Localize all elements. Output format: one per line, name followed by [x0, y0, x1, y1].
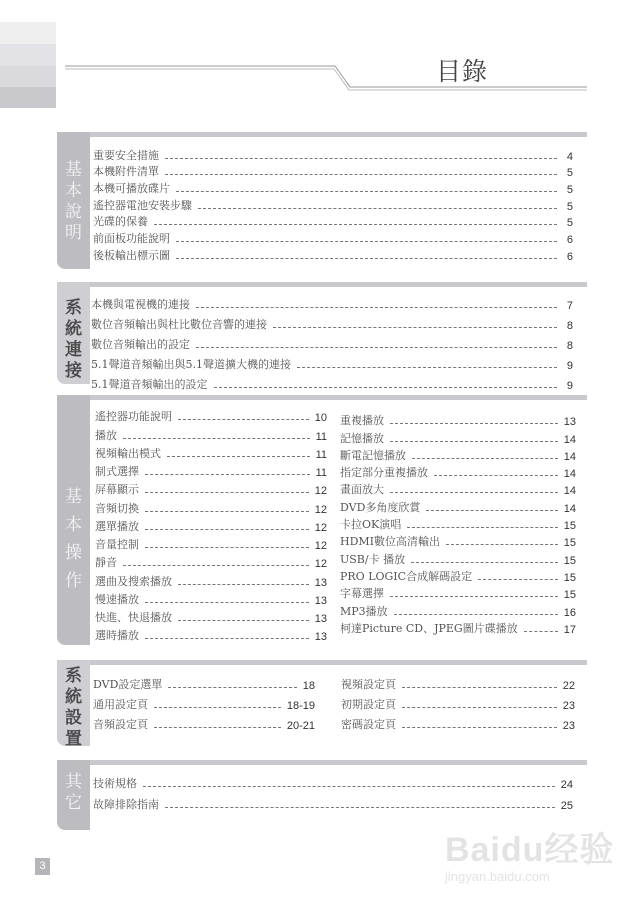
toc-entry[interactable]: [340, 446, 576, 463]
dot-leader: [145, 602, 309, 603]
entry-title: 靜音: [95, 556, 117, 570]
toc-entry[interactable]: [95, 552, 327, 570]
entry-title: USB/卡 播放: [340, 552, 406, 566]
entry-title: 通用設定頁: [93, 698, 148, 711]
dot-leader: [407, 527, 558, 528]
toc-entry[interactable]: [341, 692, 575, 712]
dot-leader: [123, 565, 309, 566]
dot-leader: [178, 419, 309, 420]
dot-leader: [196, 347, 557, 348]
toc-entry[interactable]: [95, 534, 327, 552]
dot-leader: [402, 727, 557, 728]
entry-title: 指定部分重複播放: [340, 466, 428, 480]
entry-page: 13: [563, 416, 576, 429]
dot-leader: [426, 510, 557, 511]
dot-leader: [167, 456, 310, 457]
toc-entry[interactable]: [95, 479, 327, 497]
dot-leader: [143, 786, 555, 787]
section-bar: [57, 395, 587, 400]
toc-entry[interactable]: [91, 332, 573, 352]
toc-entry[interactable]: [341, 712, 575, 732]
toc-entry[interactable]: [95, 424, 327, 442]
section-label: 基 本 說 明: [65, 160, 82, 243]
entry-page: 15: [563, 554, 576, 567]
entry-page: 14: [563, 485, 576, 498]
dot-leader: [412, 458, 558, 459]
entry-title: 5.1聲道音頻輸出的設定: [91, 378, 208, 391]
dot-leader: [411, 562, 558, 563]
toc-entry[interactable]: [93, 179, 573, 196]
dot-leader: [297, 367, 557, 368]
entry-title: 記憶播放: [340, 431, 384, 445]
entry-title: 快進、快退播放: [95, 611, 172, 624]
dot-leader: [434, 475, 558, 476]
dot-leader: [390, 596, 558, 597]
entry-page: 24: [560, 779, 573, 791]
dot-leader: [394, 614, 558, 615]
entry-page: 5: [566, 184, 573, 197]
toc-entry[interactable]: [93, 712, 315, 732]
toc-entry[interactable]: [93, 163, 573, 180]
entry-title: 慢速播放: [95, 592, 139, 606]
dot-leader: [145, 529, 309, 530]
toc-entry[interactable]: [95, 589, 327, 607]
entry-page: 12: [314, 485, 327, 498]
entry-page: 5: [566, 217, 573, 230]
entry-title: 重複播放: [340, 414, 384, 428]
entry-page: 11: [315, 467, 327, 479]
entry-title: 數位音頻輸出的設定: [91, 338, 190, 351]
dot-leader: [402, 707, 557, 708]
section-label: 系 統 設 置: [65, 666, 82, 749]
toc-entry[interactable]: [91, 352, 573, 372]
toc-entry[interactable]: [95, 516, 327, 534]
entry-page: 17: [563, 623, 576, 636]
section-system-settings: [57, 660, 587, 749]
dot-leader: [390, 441, 558, 442]
dot-leader: [145, 511, 309, 512]
entry-page: 18: [302, 680, 315, 692]
toc-entry[interactable]: [95, 443, 327, 461]
entry-page: 4: [566, 150, 573, 163]
page-title: 目錄: [436, 57, 489, 86]
dot-leader: [123, 438, 310, 439]
dot-leader: [165, 807, 555, 808]
entry-page: 13: [314, 576, 327, 589]
entry-title: 斷電記憶播放: [340, 448, 406, 462]
entry-title: 選時播放: [95, 629, 139, 643]
entry-title: 遙控器功能說明: [95, 410, 172, 424]
entry-title: 遙控器電池安裝步驟: [93, 198, 192, 212]
toc-entry[interactable]: [340, 428, 576, 445]
entry-title: 柯達Picture CD、JPEG圖片碟播放: [340, 621, 518, 635]
entry-page: 23: [562, 700, 575, 712]
entry-page: 18-19: [286, 700, 315, 712]
dot-leader: [402, 687, 557, 688]
toc-entry[interactable]: [93, 692, 315, 712]
section-tab: [57, 395, 90, 645]
entry-title: 畫面放大: [340, 483, 384, 497]
page-number: 3: [35, 858, 50, 875]
section-basic-info: [57, 132, 587, 269]
dot-leader: [145, 474, 310, 475]
watermark-logo: [445, 822, 614, 884]
entry-title: 本機與電視機的連接: [91, 298, 190, 311]
toc-entry[interactable]: [93, 246, 573, 263]
toc-entry[interactable]: [340, 567, 576, 584]
toc-entry[interactable]: [93, 672, 315, 692]
entry-title: 音量控制: [95, 538, 139, 551]
entry-title: DVD多角度欣賞: [340, 500, 421, 514]
dot-leader: [145, 492, 309, 493]
dot-leader: [154, 727, 281, 728]
entry-title: 數位音頻輸出與杜比數位音響的連接: [91, 318, 267, 331]
entry-page: 9: [566, 360, 573, 372]
entry-title: 視頻設定頁: [341, 678, 396, 691]
section-bar: [57, 132, 587, 137]
entry-title: 本機可播放碟片: [93, 182, 170, 196]
entry-title: PRO LOGIC合成解碼設定: [340, 569, 473, 583]
dot-leader: [168, 687, 296, 688]
toc-entry[interactable]: [95, 625, 327, 643]
dot-leader: [390, 423, 558, 424]
toc-entry[interactable]: [93, 791, 573, 812]
section-tab: [57, 660, 90, 749]
entry-page: 6: [566, 234, 573, 247]
entry-title: 重要安全措施: [93, 148, 159, 162]
entry-page: 13: [314, 594, 327, 607]
toc-entry[interactable]: [93, 213, 573, 230]
dot-leader: [165, 158, 557, 159]
entry-title: 初期設定頁: [341, 698, 396, 711]
entry-page: 25: [560, 800, 573, 812]
toc-entry[interactable]: [91, 372, 573, 392]
section-system-connection: [57, 282, 587, 392]
toc-entry[interactable]: [341, 672, 575, 692]
toc-entry[interactable]: [95, 461, 327, 479]
dot-leader: [176, 258, 557, 259]
dot-leader: [154, 707, 281, 708]
entry-page: 14: [563, 433, 576, 446]
section-tab: [57, 760, 90, 830]
entry-page: 14: [563, 468, 576, 481]
dot-leader: [524, 631, 558, 632]
toc-entry[interactable]: [340, 515, 576, 532]
entry-page: 5: [566, 167, 573, 180]
entry-title: 音頻切換: [95, 501, 139, 515]
entry-title: 技術規格: [93, 777, 137, 790]
entry-title: 播放: [95, 428, 117, 442]
toc-entry[interactable]: [93, 146, 573, 163]
entry-page: 22: [562, 680, 575, 692]
entry-page: 11: [315, 430, 327, 443]
entry-page: 12: [314, 521, 327, 534]
dot-leader: [273, 327, 557, 328]
dot-leader: [176, 241, 557, 242]
toc-entry[interactable]: [340, 411, 576, 428]
entry-title: 後板輸出標示圖: [93, 248, 170, 262]
entry-title: 光碟的保養: [93, 215, 148, 229]
entry-page: 13: [314, 613, 327, 625]
entry-title: 5.1聲道音頻輸出與5.1聲道擴大機的連接: [91, 358, 291, 371]
entry-page: 12: [314, 540, 327, 552]
entry-title: 故障排除指南: [93, 798, 159, 811]
section-tab: [57, 132, 90, 269]
entry-page: 15: [563, 537, 576, 550]
entry-page: 5: [566, 200, 573, 213]
toc-entry[interactable]: [93, 770, 573, 791]
entry-page: 8: [566, 340, 573, 352]
entry-page: 12: [314, 558, 327, 571]
entry-page: 8: [566, 320, 573, 332]
entry-page: 20-21: [286, 720, 315, 732]
entry-title: 視頻輸出模式: [95, 446, 161, 460]
toc-entry[interactable]: [95, 406, 327, 424]
toc-entry[interactable]: [340, 480, 576, 497]
toc-entry[interactable]: [91, 292, 573, 312]
entry-title: DVD設定選單: [93, 678, 163, 691]
entry-title: 制式選擇: [95, 465, 139, 478]
entry-title: 選曲及搜索播放: [95, 574, 172, 588]
entry-title: 音頻設定頁: [93, 718, 148, 731]
entry-title: HDMI數位高清輸出: [340, 535, 441, 549]
dot-leader: [198, 208, 557, 209]
entry-title: 本機附件清單: [93, 165, 159, 179]
watermark-text: Baidu经验: [445, 831, 615, 869]
entry-page: 15: [563, 571, 576, 584]
entry-page: 15: [563, 520, 576, 533]
toc-entry[interactable]: [340, 532, 576, 549]
entry-page: 13: [314, 631, 327, 644]
entry-page: 23: [562, 720, 575, 732]
toc-entry[interactable]: [95, 607, 327, 625]
entry-page: 9: [566, 380, 573, 392]
dot-leader: [478, 579, 558, 580]
entry-page: 7: [566, 300, 573, 312]
toc-entry[interactable]: [91, 312, 573, 332]
section-basic-operation: [57, 395, 587, 645]
entry-page: 6: [566, 250, 573, 263]
toc-entry[interactable]: [95, 497, 327, 515]
section-tab: [57, 282, 90, 384]
dot-leader: [145, 547, 309, 548]
entry-page: 16: [563, 606, 576, 619]
toc-entry[interactable]: [340, 497, 576, 514]
dot-leader: [178, 620, 309, 621]
toc-entry[interactable]: [340, 463, 576, 480]
entry-page: 14: [563, 502, 576, 515]
dot-leader: [165, 174, 557, 175]
section-bar: [57, 660, 587, 665]
section-label: 基 本 操 作: [65, 487, 82, 591]
toc-entry[interactable]: [340, 584, 576, 601]
entry-title: MP3播放: [340, 604, 388, 618]
dot-leader: [154, 224, 557, 225]
entry-page: 10: [314, 412, 327, 425]
header-rule: [0, 0, 621, 120]
entry-title: 字幕選擇: [340, 587, 384, 601]
watermark-url: jingyan.baidu.com: [445, 869, 550, 884]
toc-entry[interactable]: [93, 229, 573, 246]
section-other: [57, 760, 587, 830]
entry-page: 14: [563, 450, 576, 463]
section-label: 其 它: [65, 772, 82, 813]
section-bar: [57, 760, 587, 765]
dot-leader: [196, 307, 557, 308]
entry-page: 12: [314, 503, 327, 516]
toc-entry[interactable]: [340, 601, 576, 618]
toc-entry[interactable]: [95, 570, 327, 588]
entry-page: 15: [563, 589, 576, 602]
entry-title: 卡拉OK演唱: [340, 518, 402, 532]
entry-page: 11: [315, 448, 327, 461]
entry-title: 密碼設定頁: [341, 718, 396, 731]
entry-title: 屏幕顯示: [95, 483, 139, 497]
section-bar: [57, 282, 587, 287]
toc-entry[interactable]: [340, 619, 576, 636]
entry-title: 前面板功能說明: [93, 232, 170, 246]
dot-leader: [446, 544, 558, 545]
toc-entry[interactable]: [340, 549, 576, 566]
dot-leader: [145, 638, 309, 639]
toc-entry[interactable]: [93, 196, 573, 213]
dot-leader: [390, 492, 558, 493]
entry-title: 選單播放: [95, 519, 139, 533]
dot-leader: [176, 191, 557, 192]
dot-leader: [178, 584, 309, 585]
dot-leader: [214, 387, 558, 388]
section-label: 系 統 連 接: [65, 298, 82, 381]
